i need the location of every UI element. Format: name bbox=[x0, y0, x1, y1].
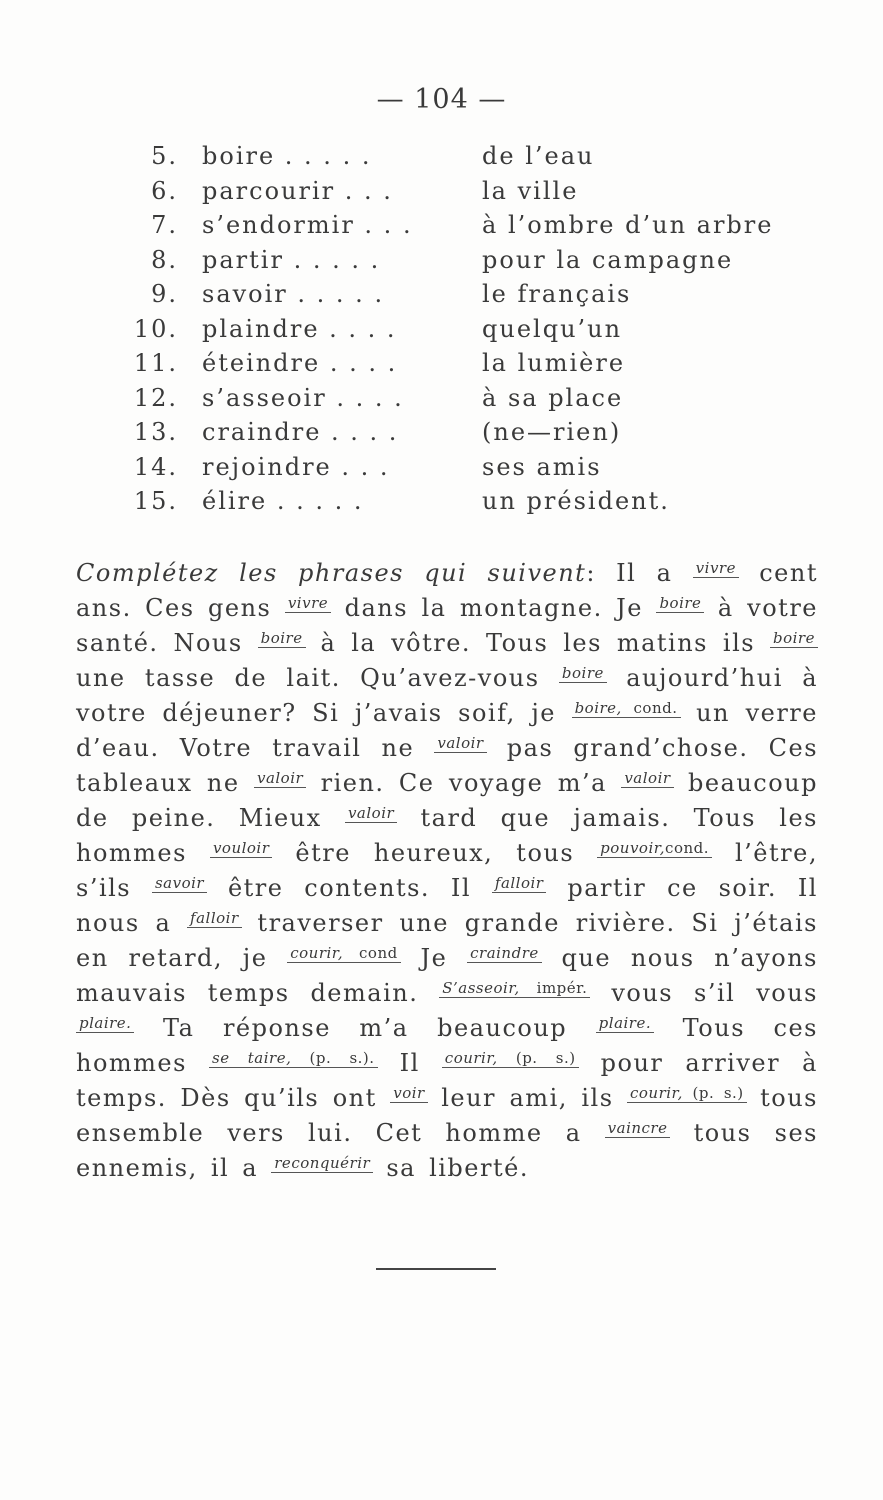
drill-row bbox=[0, 177, 883, 212]
verb: boire . . . . . bbox=[202, 142, 372, 170]
complement: à l’ombre d’un arbre bbox=[482, 211, 774, 239]
exercise-paragraph bbox=[76, 556, 818, 1186]
verb: s’endormir . . . bbox=[202, 211, 413, 239]
verb-blank bbox=[187, 909, 242, 928]
text: à la vôtre. Tous les matins ils bbox=[320, 629, 756, 657]
drill-row bbox=[0, 280, 883, 315]
verb-blank bbox=[434, 734, 486, 753]
drill-row bbox=[0, 211, 883, 246]
blank-verb: falloir bbox=[494, 874, 544, 892]
text: un verre d’eau. Votre travail ne bbox=[76, 699, 818, 762]
verb-blank bbox=[442, 1049, 579, 1068]
verb: élire . . . . . bbox=[202, 487, 364, 515]
blank-verb: boire bbox=[260, 629, 303, 647]
text: leur ami, ils bbox=[441, 1084, 614, 1112]
section-divider bbox=[376, 1268, 496, 1270]
blank-mode: cond. bbox=[665, 839, 710, 857]
text: beaucoup de peine. Mieux bbox=[76, 769, 818, 832]
text: cent ans. Ces gens bbox=[76, 559, 818, 622]
verb: plaindre . . . . bbox=[202, 314, 397, 343]
blank-verb: falloir bbox=[190, 909, 239, 927]
complement: pour la campagne bbox=[482, 245, 734, 274]
text: tous ensemble vers lui. Cet homme a bbox=[76, 1084, 818, 1147]
blank-verb: savoir bbox=[154, 874, 205, 892]
complement: ses amis bbox=[482, 452, 602, 481]
complement: la lumière bbox=[482, 349, 626, 377]
drill-row bbox=[0, 142, 883, 177]
verb-blank bbox=[285, 594, 331, 613]
text: traverser une grande rivière. Si j’étais en retard, je bbox=[76, 909, 818, 972]
blank-verb: pouvoir, bbox=[600, 839, 666, 857]
verb-blank bbox=[492, 874, 547, 893]
text: Je bbox=[420, 944, 448, 972]
verb: craindre . . . . bbox=[202, 418, 399, 446]
blank-verb: valoir bbox=[347, 804, 395, 822]
blank-verb: vivre bbox=[287, 594, 329, 612]
text: aujourd’hui à votre déjeuner? Si j’avais soif, je bbox=[76, 664, 818, 727]
blank-verb: valoir bbox=[624, 769, 671, 787]
text: une tasse de lait. Qu’avez-vous bbox=[76, 664, 540, 692]
item-number: 14. bbox=[133, 452, 178, 481]
verb-blank bbox=[621, 769, 673, 788]
blank-verb: boire bbox=[659, 594, 702, 612]
verb-blank bbox=[467, 944, 542, 963]
blank-verb: courir, bbox=[444, 1049, 498, 1067]
verb-blank bbox=[693, 559, 739, 578]
item-number: 11. bbox=[133, 349, 178, 377]
verb-blank bbox=[287, 944, 400, 963]
verb-blank bbox=[656, 594, 704, 613]
verb-blank bbox=[152, 874, 207, 893]
text: rien. Ce voyage m’a bbox=[320, 769, 607, 797]
verb-blank bbox=[210, 839, 272, 858]
complement: (ne—rien) bbox=[482, 418, 622, 446]
blank-verb: courir, bbox=[290, 944, 344, 962]
item-number: 15. bbox=[133, 487, 178, 515]
blank-verb: reconquérir bbox=[274, 1154, 371, 1172]
blank-mode: (p. s.) bbox=[515, 1049, 576, 1067]
text: Tous ces hommes bbox=[76, 1014, 818, 1077]
verb: éteindre . . . . bbox=[202, 349, 398, 377]
verb: parcourir . . . bbox=[202, 176, 393, 205]
item-number: 10. bbox=[133, 314, 178, 343]
blank-verb: boire bbox=[772, 629, 815, 647]
verb-blank bbox=[76, 1014, 134, 1033]
text: pas grand’chose. Ces tableaux ne bbox=[76, 734, 819, 797]
text: tous ses ennemis, il a bbox=[76, 1119, 818, 1182]
blank-mode: (p. s.). bbox=[309, 1049, 375, 1067]
blank-verb: valoir bbox=[437, 734, 484, 752]
blank-mode: cond. bbox=[633, 699, 678, 717]
blank-verb: boire bbox=[561, 664, 604, 682]
blank-verb: plaire. bbox=[79, 1014, 132, 1032]
blank-verb: vivre bbox=[695, 559, 736, 577]
verb-blank bbox=[559, 664, 607, 683]
drill-row bbox=[0, 315, 883, 350]
verb-blank bbox=[254, 769, 306, 788]
verb: partir . . . . . bbox=[202, 245, 381, 274]
blank-mode: cond bbox=[359, 944, 398, 962]
verb-blank bbox=[596, 1014, 654, 1033]
complement: quelqu’un bbox=[482, 314, 623, 343]
blank-verb: voir bbox=[393, 1084, 425, 1102]
item-number: 5. bbox=[151, 142, 178, 170]
blank-verb: plaire. bbox=[598, 1014, 652, 1032]
blank-mode: impér. bbox=[536, 979, 588, 997]
text: que nous n’ayons mauvais temps demain. bbox=[76, 944, 818, 1007]
drill-row bbox=[0, 349, 883, 384]
text: Il bbox=[399, 1049, 420, 1077]
item-number: 12. bbox=[133, 383, 178, 412]
text: : Il a bbox=[586, 559, 673, 587]
complement: le français bbox=[482, 280, 632, 308]
blank-verb: vouloir bbox=[212, 839, 270, 857]
text: partir ce soir. Il nous a bbox=[76, 874, 818, 937]
verb-blank bbox=[390, 1084, 427, 1103]
text: tard que jamais. Tous les hommes bbox=[76, 804, 818, 867]
verb-blank bbox=[209, 1049, 378, 1068]
text: à votre santé. Nous bbox=[76, 594, 818, 657]
item-number: 8. bbox=[151, 245, 178, 274]
blank-verb: boire, bbox=[574, 699, 622, 717]
drill-row bbox=[0, 453, 883, 488]
text: dans la montagne. Je bbox=[344, 594, 643, 622]
drill-row bbox=[0, 246, 883, 281]
verb: savoir . . . . . bbox=[202, 280, 385, 308]
text: l’être, s’ils bbox=[76, 839, 818, 902]
verb-blank bbox=[572, 699, 681, 718]
text: Ta réponse m’a beaucoup bbox=[162, 1014, 568, 1042]
blank-verb: courir, bbox=[630, 1084, 683, 1102]
verb-blank bbox=[258, 629, 306, 648]
text: être heureux, tous bbox=[295, 839, 575, 867]
complement: un président. bbox=[482, 487, 670, 515]
page-number: — 104 — bbox=[376, 84, 507, 115]
complement: de l’eau bbox=[482, 142, 595, 170]
text: sa liberté. bbox=[386, 1154, 529, 1182]
verb-blank bbox=[345, 804, 397, 823]
verb: s’asseoir . . . . bbox=[202, 383, 404, 412]
verb-blank bbox=[439, 979, 590, 998]
verb-blank bbox=[770, 629, 818, 648]
verb-blank bbox=[271, 1154, 373, 1173]
complement: à sa place bbox=[482, 383, 624, 412]
text: être contents. Il bbox=[227, 874, 472, 902]
verb-blank bbox=[627, 1084, 747, 1103]
blank-mode: (p. s.) bbox=[692, 1084, 744, 1102]
text: pour arriver à temps. Dès qu’ils ont bbox=[76, 1049, 818, 1112]
complement: la ville bbox=[482, 176, 579, 205]
exercise-title: Complétez les phrases qui suivent bbox=[76, 559, 587, 587]
item-number: 6. bbox=[151, 176, 178, 205]
blank-verb: valoir bbox=[256, 769, 304, 787]
blank-verb: S’asseoir, bbox=[442, 979, 520, 997]
item-number: 7. bbox=[151, 211, 178, 239]
verb-drill-list bbox=[0, 142, 883, 522]
item-number: 9. bbox=[151, 280, 178, 308]
verb-blank bbox=[597, 839, 712, 858]
blank-verb: se taire, bbox=[212, 1049, 292, 1067]
text: vous s’il vous bbox=[611, 979, 818, 1007]
blank-verb: craindre bbox=[470, 944, 539, 962]
drill-row bbox=[0, 418, 883, 453]
drill-row bbox=[0, 487, 883, 522]
blank-verb: vaincre bbox=[607, 1119, 668, 1137]
item-number: 13. bbox=[133, 418, 178, 446]
verb-blank bbox=[605, 1119, 671, 1138]
verb: rejoindre . . . bbox=[202, 452, 390, 481]
drill-row bbox=[0, 384, 883, 419]
